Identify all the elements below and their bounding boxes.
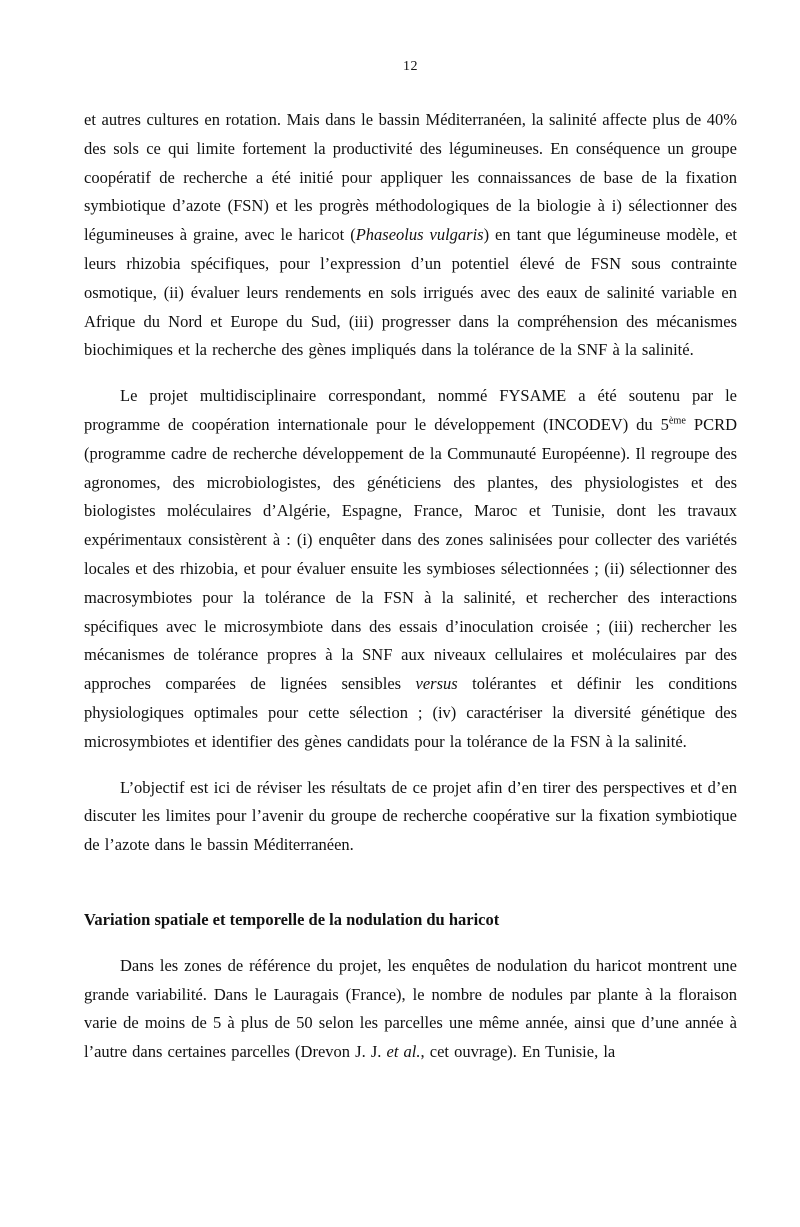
superscript-text: ème	[668, 415, 686, 427]
body-text: Dans les zones de référence du projet, les enquêtes de nodulation du haricot montrent une grande variabilité. Dans le Lauragais (France), le nombre de nodules par plante à la floraison varie de moins de 5 à plus de 50 selon les parcelles une même année, ainsi que d’une année à l’autre dans certaines parcelles (Drevon J. J.	[84, 955, 737, 1062]
paragraph	[84, 774, 737, 860]
body-text: et autres cultures en rotation. Mais dans le bassin Méditerranéen, la salinité affecte plus de 40% des sols ce qui limite fortement la productivité des légumineuses. En conséquence un groupe coopératif de recherche a été initié pour appliquer les connaissances de base de la fixation symbiotique d’azote (FSN) et les progrès méthodologiques de la biologie à i) sélectionner des légumineuses à graine, avec le haricot (	[84, 110, 737, 245]
italic-text: et al.	[386, 1042, 421, 1062]
body-text: Le projet multidisciplinaire correspondant, nommé FYSAME a été soutenu par le programme de coopération internationale pour le développement (INCODEV) du 5	[84, 386, 737, 434]
body-text: tolérantes et définir les conditions physiologiques optimales pour cette sélection ; (iv) caractériser la diversité génétique des microsymbiotes et identifier des gènes candidats pour la tolérance de la FSN à la salinité.	[84, 674, 737, 751]
italic-text: versus	[415, 674, 458, 694]
italic-text: Phaseolus vulgaris	[355, 225, 484, 245]
body-text: PCRD (programme cadre de recherche développement de la Communauté Européenne). Il regroupe des agronomes, des microbiologistes, des généticiens des plantes, des physiologistes et des biologistes moléculaires d’Algérie, Espagne, France, Maroc et Tunisie, dont les travaux expérimentaux consistèrent à : (i) enquêter dans des zones salinisées pour collecter des variétés locales et des rhizobia, et pour évaluer ensuite les symbioses sélectionnées ; (ii) sélectionner des macrosymbiotes pour la tolérance de la FSN à la salinité, et rechercher des interactions spécifiques avec le microsymbiote dans des essais d’inoculation croisée ; (iii) rechercher les mécanismes de tolérance propres à la SNF aux niveaux cellulaires et moléculaires par des approches comparées de lignées sensibles	[84, 414, 737, 694]
body-text: , cet ouvrage). En Tunisie, la	[420, 1042, 616, 1062]
paragraph	[84, 106, 737, 365]
document-body	[84, 106, 737, 1067]
body-text: L’objectif est ici de réviser les résultats de ce projet afin d’en tirer des perspectives et d’en discuter les limites pour l’avenir du groupe de recherche coopérative sur la fixation symbiotique de l’azote dans le bassin Méditerranéen.	[84, 777, 737, 855]
paragraph	[84, 952, 737, 1067]
page-number: 12	[403, 59, 418, 74]
section-heading: Variation spatiale et temporelle de la nodulation du haricot	[84, 909, 500, 929]
body-text: ) en tant que légumineuse modèle, et leurs rhizobia spécifiques, pour l’expression d’un potentiel élevé de FSN sous contrainte osmotique, (ii) évaluer leurs rendements en sols irrigués avec des eaux de salinité variable en Afrique du Nord et Europe du Sud, (iii) progresser dans la compréhension des mécanismes biochimiques et la recherche des gènes impliqués dans la tolérance de la SNF à la salinité.	[84, 225, 737, 360]
paragraph	[84, 382, 737, 756]
